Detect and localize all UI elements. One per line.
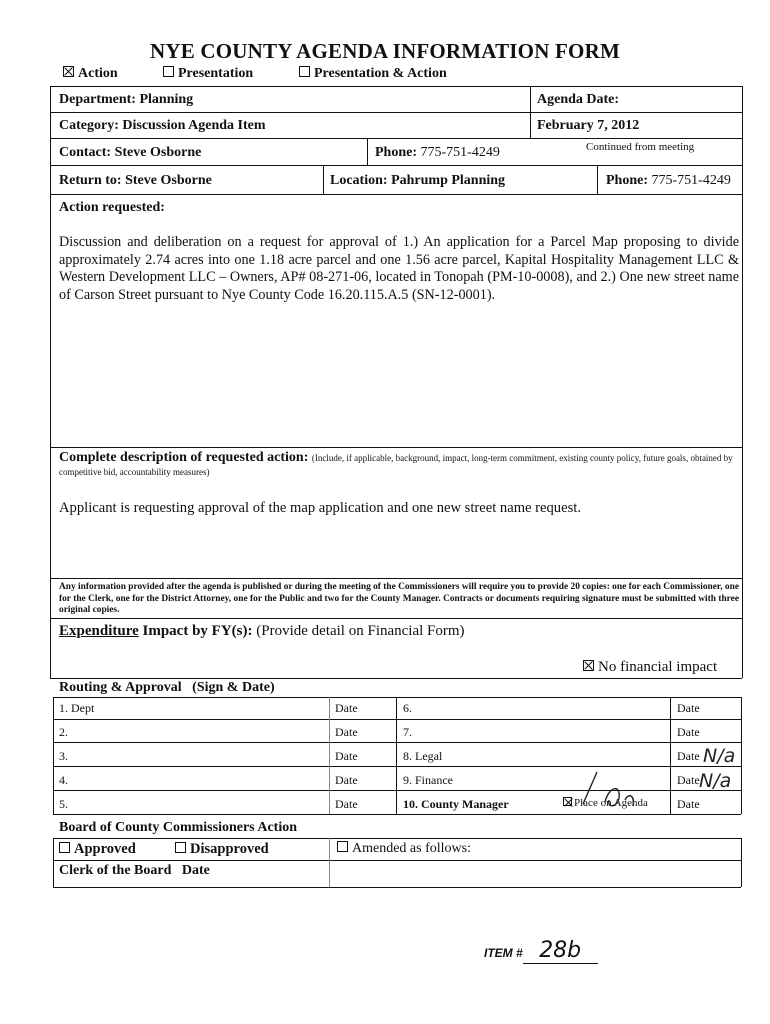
presentation-action-checkbox-option[interactable] — [299, 66, 447, 82]
handwritten-legal-na: N/a — [703, 745, 736, 767]
category-field: Category: Discussion Agenda Item — [59, 118, 266, 133]
clerk-date-label: Date — [181, 863, 210, 878]
action-requested-text: Discussion and deliberation on a request for approval of 1.) An application for a Parcel Map proposing to divide approximately 2.74 acres into one 1.18 acre parcel and one 1.56 acre parcel, Kapital Hospitality Management LLC & Western Development LLC – Owners, AP# 08-271-06, located in Tonopah (PM-10-0008), and 2.) One new street name of Carson Street pursuant to Nye County Code 16.20.115.A.5 (SN-12-0001). — [59, 234, 739, 303]
unchecked-box-icon[interactable] — [175, 842, 186, 853]
form-right-border — [742, 86, 743, 678]
grid-line — [50, 138, 742, 139]
place-on-agenda-label: Place on Agenda — [574, 797, 648, 809]
agenda-date-value: February 7, 2012 — [537, 118, 640, 133]
routing-row-line — [53, 766, 741, 767]
routing-row-label: 1. Dept — [59, 701, 95, 715]
routing-date-label: Date — [677, 701, 700, 715]
return-to-field: Return to: Steve Osborne — [59, 173, 212, 188]
amended-checkbox[interactable] — [337, 841, 471, 857]
return-to-value: Steve Osborne — [125, 173, 212, 188]
handwritten-finance-na: N/a — [699, 770, 732, 792]
board-column-line — [329, 838, 330, 887]
return-phone-value: 775-751-4249 — [651, 173, 731, 188]
grid-line — [50, 447, 742, 448]
unchecked-box-icon[interactable] — [59, 842, 70, 853]
expenditure-field: Expenditure Impact by FY(s): (Provide detail on Financial Form) — [59, 623, 465, 639]
disapproved-label: Disapproved — [190, 841, 269, 857]
board-table-border — [53, 887, 741, 888]
copies-notice: Any information provided after the agenda is published or during the meeting of the Commissioners will require you to provide 20 copies: one for each Commissioner, one for the Clerk, one for the District Attorney, one for the Public and two for the County Manager. Contracts or documents requiring signature must be submitted with three original copies. — [59, 582, 739, 615]
form-left-border — [50, 86, 51, 678]
routing-date-label: Date — [335, 749, 358, 763]
department-value: Planning — [139, 92, 194, 107]
approved-checkbox[interactable] — [59, 841, 136, 858]
return-phone-field: Phone: 775-751-4249 — [606, 173, 731, 188]
grid-divider — [367, 138, 368, 165]
routing-row-label: 6. — [403, 701, 412, 715]
routing-row-label: 8. Legal — [403, 749, 443, 763]
routing-date-label: Date — [335, 797, 358, 811]
no-financial-impact-label: No financial impact — [598, 659, 718, 675]
routing-column-line — [670, 697, 671, 814]
routing-row-label: 5. — [59, 797, 68, 811]
presentation-action-label: Presentation & Action — [314, 66, 447, 81]
routing-row-label: 10. County Manager — [403, 797, 509, 811]
checked-box-icon[interactable] — [563, 797, 572, 806]
checked-box-icon[interactable] — [583, 660, 594, 671]
board-row-line — [53, 860, 741, 861]
contact-phone-field: Phone: 775-751-4249 — [375, 145, 500, 160]
routing-heading: Routing & Approval (Sign & Date) — [59, 680, 275, 695]
routing-row-line — [53, 742, 741, 743]
routing-date-label: Date — [335, 701, 358, 715]
grid-divider — [323, 165, 324, 194]
unchecked-box-icon[interactable] — [299, 66, 310, 77]
presentation-checkbox-option[interactable] — [163, 66, 253, 82]
continued-from-meeting: Continued from meeting — [586, 141, 695, 153]
complete-description-heading: Complete description of requested action: (Include, if applicable, background, impact, long-term commitment, existing county policy, future goals, obtained by competitive bid, accountability measures) — [59, 450, 733, 477]
clerk-of-board-field: Clerk of the Board Date — [59, 863, 210, 878]
category-value: Discussion Agenda Item — [122, 118, 266, 133]
routing-table-border — [741, 697, 742, 814]
routing-row-label: 2. — [59, 725, 68, 739]
action-label: Action — [78, 66, 118, 81]
board-action-heading: Board of County Commissioners Action — [59, 820, 298, 835]
grid-line — [50, 86, 742, 87]
routing-date-label: Date — [677, 749, 700, 763]
routing-row-line — [53, 814, 741, 815]
grid-divider — [597, 165, 598, 194]
county-manager-signature — [575, 770, 655, 814]
board-table-border — [53, 838, 54, 887]
item-number — [484, 938, 598, 964]
unchecked-box-icon[interactable] — [337, 841, 348, 852]
location-value: Pahrump Planning — [391, 173, 506, 188]
routing-column-line — [329, 697, 330, 814]
routing-date-label: Date — [677, 725, 700, 739]
routing-date-label: Date — [335, 725, 358, 739]
form-title: NYE COUNTY AGENDA INFORMATION FORM — [150, 39, 620, 63]
grid-line — [50, 578, 742, 579]
approved-label: Approved — [74, 841, 136, 857]
contact-value: Steve Osborne — [114, 145, 202, 160]
item-number-label: ITEM # — [484, 946, 523, 960]
contact-field: Contact: Steve Osborne — [59, 145, 202, 160]
disapproved-checkbox[interactable] — [175, 841, 269, 858]
routing-date-label: Date — [677, 773, 700, 787]
board-table-border — [53, 838, 741, 839]
grid-line — [50, 618, 742, 619]
contact-phone-value: 775-751-4249 — [420, 145, 500, 160]
agenda-date-label: Agenda Date: — [537, 92, 620, 107]
routing-table-border — [53, 697, 741, 698]
complete-description-hint: (Include, if applicable, background, impact, long-term commitment, existing county policy, future goals, obtained by competitive bid, accountability measures) — [59, 453, 733, 477]
item-number-value: 28b — [523, 938, 598, 964]
routing-table-border — [53, 697, 54, 814]
routing-row-label: 7. — [403, 725, 412, 739]
action-requested-label: Action requested: — [59, 200, 165, 215]
unchecked-box-icon[interactable] — [163, 66, 174, 77]
grid-line — [50, 112, 742, 113]
grid-line — [50, 165, 742, 166]
routing-row-label: 9. Finance — [403, 773, 453, 787]
routing-row-label: 3. — [59, 749, 68, 763]
checked-box-icon[interactable] — [63, 66, 74, 77]
grid-line — [50, 194, 742, 195]
presentation-label: Presentation — [178, 66, 254, 81]
routing-column-line — [396, 697, 397, 814]
complete-description-text: Applicant is requesting approval of the map application and one new street name request. — [59, 500, 581, 516]
location-field: Location: Pahrump Planning — [330, 173, 506, 188]
routing-row-label: 4. — [59, 773, 68, 787]
grid-divider — [530, 86, 531, 138]
routing-row-line — [53, 719, 741, 720]
amended-label: Amended as follows: — [352, 841, 471, 856]
action-checkbox-option[interactable] — [63, 66, 118, 82]
board-table-border — [741, 838, 742, 887]
grid-line — [50, 678, 742, 679]
no-financial-impact-checkbox[interactable] — [583, 659, 717, 676]
routing-date-label: Date — [335, 773, 358, 787]
department-field: Department: Planning — [59, 92, 194, 107]
routing-date-label: Date — [677, 797, 700, 811]
